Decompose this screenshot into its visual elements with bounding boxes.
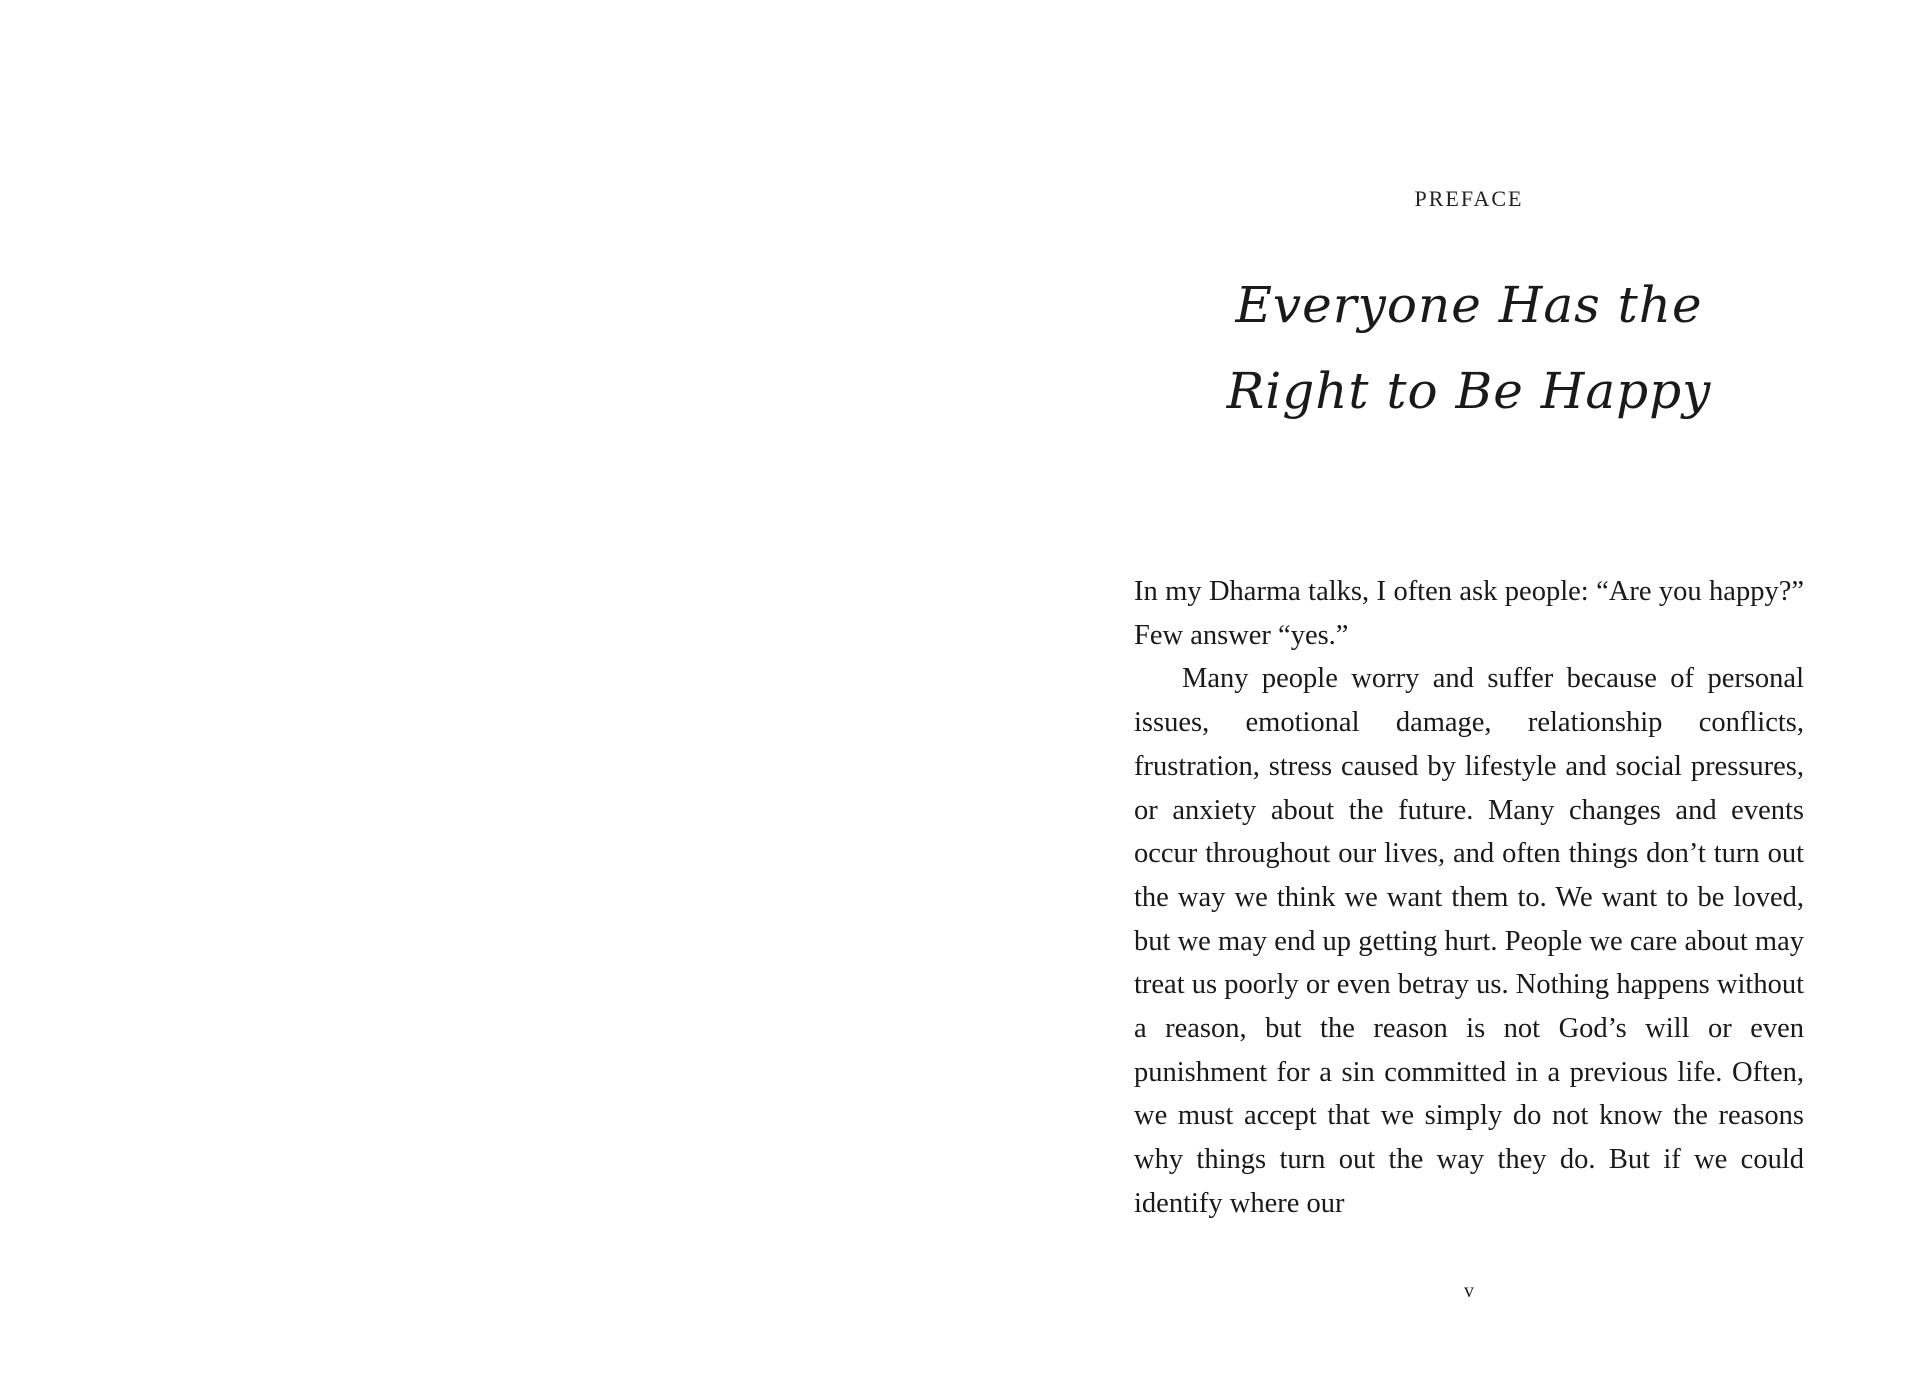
left-page-blank — [0, 0, 960, 1396]
body-text — [1134, 570, 1804, 1226]
section-kicker: PREFACE — [1414, 186, 1524, 211]
chapter-title — [1134, 262, 1804, 434]
paragraph-1: In my Dharma talks, I often ask people: “Are you happy?” Few answer “yes.” — [1134, 576, 1804, 651]
paragraph-2: Many people worry and suffer because of personal issues, emotional damage, relationship conflicts, frustration, stress caused by lifestyle and social pressures, or anxiety about the future. Many changes and events occur throughout our lives, and often things don’t turn out the way we think we want them to. We want to be loved, but we may end up getting hurt. People we care about may treat us poorly or even betray us. Nothing happens without a reason, but the reason is not God’s will or even punishment for a sin committed in a previous life. Often, we must accept that we simply do not know the reasons why things turn out the way they do. But if we could identify where our — [1134, 663, 1804, 1219]
chapter-title-line-2: Right to Be Happy — [1226, 362, 1712, 420]
page-number: v — [1464, 1280, 1474, 1302]
chapter-title-line-1: Everyone Has the — [1235, 276, 1703, 334]
